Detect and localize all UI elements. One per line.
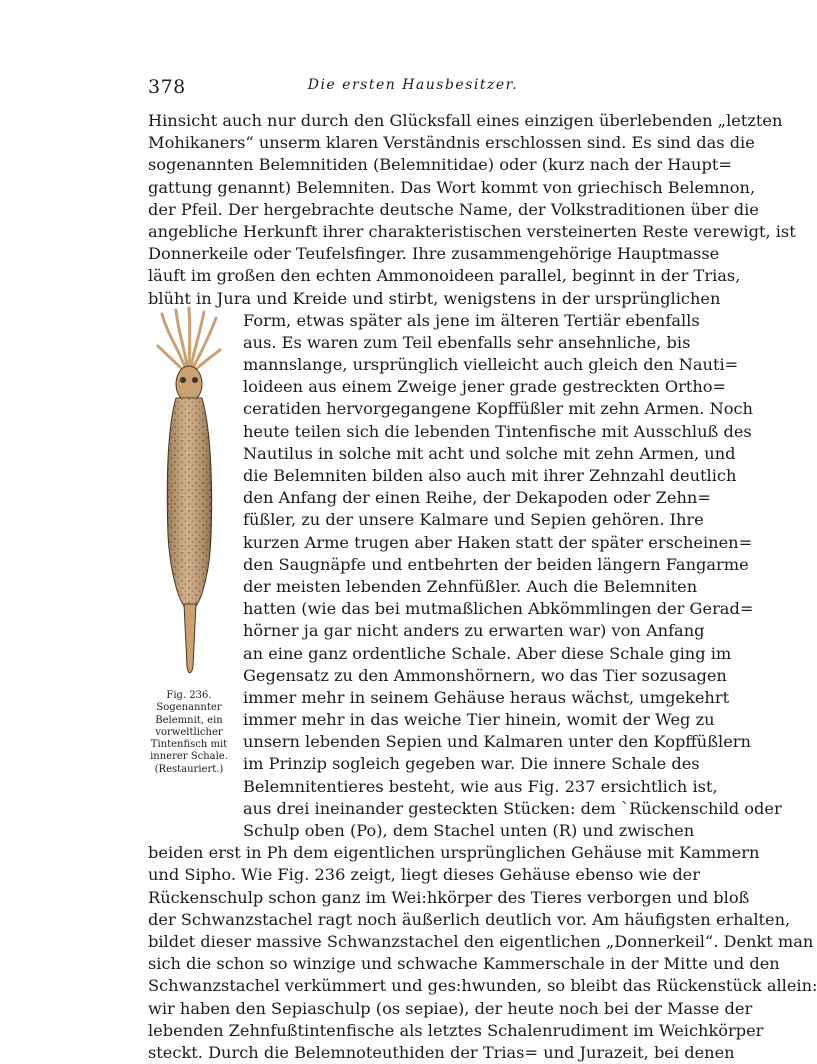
text-line: gattung genannt) Belemniten. Das Wort kommt von griechisch Belemnon, <box>148 177 756 197</box>
running-title: Die ersten Hausbesitzer. <box>307 77 519 93</box>
text-line: loideen aus einem Zweige jener grade gestreckten Ortho= <box>243 377 727 397</box>
text-line: den Anfang der einen Reihe, der Dekapoden oder Zehn= <box>243 488 711 508</box>
text-line: und Sipho. Wie Fig. 236 zeigt, liegt dieses Gehäuse ebenso wie der <box>148 865 701 885</box>
text-line: der Pfeil. Der hergebrachte deutsche Name, der Volkstraditionen über die <box>148 199 759 219</box>
eye <box>180 377 186 383</box>
text-line: heute teilen sich die lebenden Tintenfische mit Ausschluß des <box>243 421 752 441</box>
text-line: läuft im großen den echten Ammonoideen parallel, beginnt in der Trias, <box>148 266 741 286</box>
text-line: Donnerkeile oder Teufelsfinger. Ihre zusammengehörige Hauptmasse <box>148 244 720 264</box>
mantle-shading <box>167 398 211 606</box>
text-line: ceratiden hervorgegangene Kopffüßler mit zehn Armen. Noch <box>243 399 753 419</box>
text-line: angebliche Herkunft ihrer charakteristischen versteinerten Reste verewigt, ist <box>148 221 796 241</box>
text-line: die Belemniten bilden also auch mit ihrer Zehnzahl deutlich <box>243 466 737 485</box>
text-line: hatten (wie das bei mutmaßlichen Abkömmlingen der Gerad= <box>243 599 754 619</box>
text-line: aus. Es waren zum Teil ebenfalls sehr ansehnliche, bis <box>243 332 691 352</box>
text-line: mannslange, ursprünglich vielleicht auch gleich den Nauti= <box>243 355 739 375</box>
text-line: Schwanzstachel verkümmert und ges:hwunden, so bleibt das Rückenstück allein: <box>148 976 817 996</box>
figure-caption <box>133 690 245 776</box>
text-line: immer mehr in seinem Gehäuse heraus wächst, umgekehrt <box>243 687 730 707</box>
text-line: Gegensatz zu den Ammonshörnern, wo das Tier sozusagen <box>243 665 727 685</box>
page-number: 378 <box>148 76 186 98</box>
eye <box>192 377 198 383</box>
text-line: der meisten lebenden Zehnfüßler. Auch die Belemniten <box>243 576 698 596</box>
text-line: im Prinzip sogleich gegeben war. Die innere Schale des <box>243 754 700 774</box>
text-line: Belemnitentieres besteht, wie aus Fig. 237 ersichtlich ist, <box>243 776 718 796</box>
figure-number: Fig. 236. <box>166 690 212 701</box>
tail-guard <box>184 604 196 673</box>
text-line: Nautilus in solche mit acht und solche mit zehn Armen, und <box>243 443 736 463</box>
text-line: immer mehr in das weiche Tier hinein, womit der Weg zu <box>243 710 715 730</box>
belemnite-drawing <box>138 306 238 686</box>
figure-caption-text: Sogenannter Belemnit, ein vorweltlicher Tintenfisch mit innerer Schale. (Restauriert.) <box>150 702 228 775</box>
text-line: hörner ja gar nicht anders zu erwarten war) von Anfang <box>243 621 705 641</box>
text-line: steckt. Durch die Belemnoteuthiden der Trias= und Jurazeit, bei denen <box>148 1042 735 1062</box>
text-line: bildet dieser massive Schwanzstachel den eigentlichen „Donnerkeil“. Denkt man <box>148 931 814 951</box>
text-line: unsern lebenden Sepien und Kalmaren unter den Kopffüßlern <box>243 732 751 752</box>
text-line: der Schwanzstachel ragt noch äußerlich deutlich vor. Am häufigsten erhalten, <box>148 909 791 929</box>
text-line: blüht in Jura und Kreide und stirbt, wenigstens in der ursprünglichen <box>148 288 721 308</box>
text-line: Form, etwas später als jene im älteren Tertiär ebenfalls <box>243 310 700 330</box>
text-line: lebenden Zehnfußtintenfische als letztes Schalenrudiment im Weichkörper <box>148 1020 764 1040</box>
text-line: Mohikaners“ unserm klaren Verständnis erschlossen sind. Es sind das die <box>148 133 755 153</box>
head <box>176 366 202 402</box>
text-line: aus drei ineinander gesteckten Stücken: dem `Rückenschild oder <box>243 798 782 818</box>
belemnite-illustration <box>138 306 238 686</box>
text-line: an eine ganz ordentliche Schale. Aber diese Schale ging im <box>243 643 732 663</box>
text-line: kurzen Arme trugen aber Haken statt der später erscheinen= <box>243 532 753 552</box>
text-line: wir haben den Sepiaschulp (os sepiae), der heute noch bei der Masse der <box>148 998 753 1018</box>
text-line: sogenannten Belemnitiden (Belemnitidae) oder (kurz nach der Haupt= <box>148 155 732 175</box>
text-line: beiden erst in Ph dem eigentlichen ursprünglichen Gehäuse mit Kammern <box>148 843 760 863</box>
text-line: sich die schon so winzige und schwache Kammerschale in der Mitte und den <box>148 954 780 974</box>
arms <box>158 308 220 370</box>
text-line: füßler, zu der unsere Kalmare und Sepien gehören. Ihre <box>243 510 704 530</box>
page-header <box>148 76 678 100</box>
text-line: den Saugnäpfe und entbehrten der beiden längern Fangarme <box>243 554 749 574</box>
text-line: Schulp oben (Po), dem Stachel unten (R) und zwischen <box>243 821 695 840</box>
text-line: Rückenschulp schon ganz im Wei:hkörper des Tieres verborgen und bloß <box>148 887 750 907</box>
text-line: Hinsicht auch nur durch den Glücksfall eines einzigen überlebenden „letzten <box>148 111 783 130</box>
